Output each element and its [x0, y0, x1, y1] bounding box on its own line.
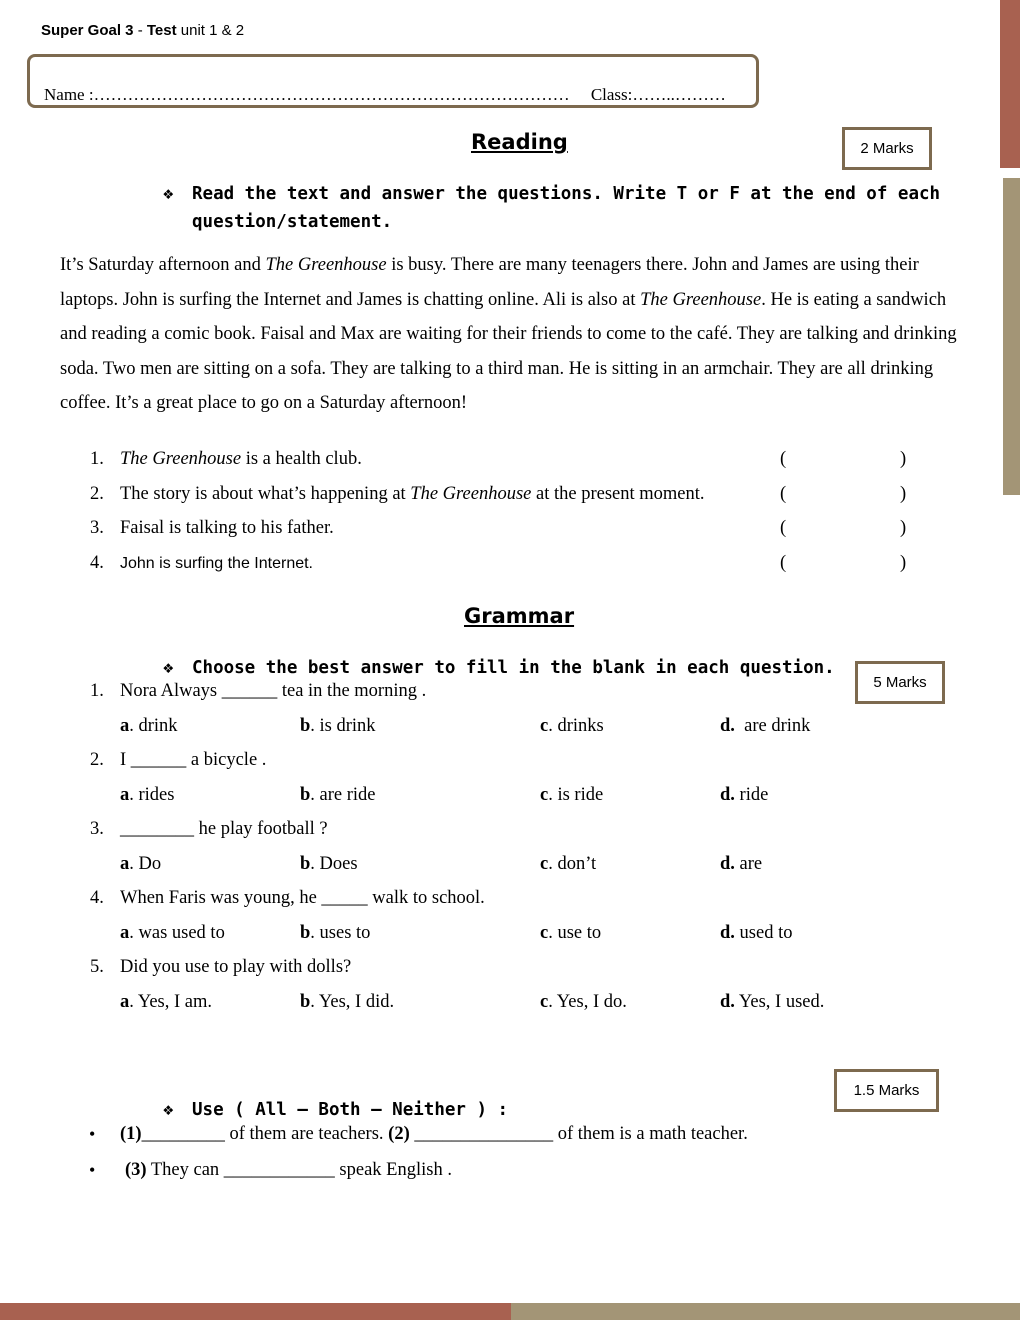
answer-paren-close: ) [900, 449, 907, 469]
decorative-bar-bottom-left [0, 1303, 511, 1320]
answer-paren-open: ( [780, 449, 787, 469]
grammar-instruction: ❖ Choose the best answer to fill in the blank in each question. [163, 654, 835, 682]
option-b[interactable]: b. uses to [300, 923, 371, 943]
quantifier-item-1: (1)_________ of them are teachers. (2) _______________ of them is a math teacher. [120, 1124, 748, 1144]
option-a[interactable]: a. Do [120, 854, 162, 874]
option-c[interactable]: c. use to [540, 923, 602, 943]
decorative-bar-right-top [1000, 0, 1020, 168]
diamond-bullet-icon: ❖ [163, 1100, 174, 1120]
reading-instruction [163, 180, 953, 236]
reading-marks-badge: 2 Marks [842, 127, 932, 170]
list-bullet-icon: • [89, 1124, 96, 1144]
name-class-field[interactable]: Name :………………………………………………………………………… Class:……..……… [44, 85, 726, 104]
option-b[interactable]: b. Does [300, 854, 358, 874]
answer-paren-close: ) [900, 553, 907, 573]
option-d[interactable]: d. are [720, 854, 763, 874]
reading-title: Reading [471, 130, 568, 154]
quantifier-item-2: (3) They can ____________ speak English . [125, 1160, 452, 1180]
decorative-bar-bottom-right [511, 1303, 1020, 1320]
answer-paren-open: ( [780, 553, 787, 573]
option-d[interactable]: d. Yes, I used. [720, 992, 825, 1012]
reading-instruction-line1: Read the text and answer the questions. Write T or F at the end of each [192, 184, 941, 204]
list-bullet-icon: • [89, 1160, 96, 1180]
worksheet-header: Super Goal 3 - Test unit 1 & 2 [41, 22, 245, 39]
option-d[interactable]: d. used to [720, 923, 793, 943]
option-b[interactable]: b. Yes, I did. [300, 992, 395, 1012]
answer-paren-close: ) [900, 484, 907, 504]
option-c[interactable]: c. is ride [540, 785, 604, 805]
answer-paren-close: ) [900, 518, 907, 538]
option-d[interactable]: d. are drink [720, 716, 811, 736]
option-d[interactable]: d. ride [720, 785, 769, 805]
reading-instruction-line2: question/statement. [192, 212, 393, 232]
answer-paren-open: ( [780, 484, 787, 504]
grammar-title: Grammar [464, 604, 575, 628]
reading-passage: It’s Saturday afternoon and The Greenhouse is busy. There are many teenagers there. John and James are using their laptops. John is surfing the Internet and James is chatting online. Ali is also at The Greenhouse. He is eating a sandwich and reading a comic book. Faisal and Max are waiting for their friends to come to the café. They are talking and drinking soda. Two men are sitting on a sofa. They are talking to a third man. He is sitting in an armchair. They are all drinking coffee. It’s a great place to go on a Saturday afternoon! [60, 255, 957, 413]
option-c[interactable]: c. don’t [540, 854, 597, 874]
diamond-bullet-icon: ❖ [163, 184, 174, 204]
quantifiers-instruction: ❖ Use ( All – Both – Neither ) : [163, 1096, 508, 1124]
option-a[interactable]: a. was used to [120, 923, 225, 943]
option-c[interactable]: c. Yes, I do. [540, 992, 627, 1012]
grammar-marks-badge: 5 Marks [855, 661, 945, 704]
option-a[interactable]: a. rides [120, 785, 175, 805]
diamond-bullet-icon: ❖ [163, 658, 174, 678]
option-a[interactable]: a. Yes, I am. [120, 992, 212, 1012]
answer-paren-open: ( [780, 518, 787, 538]
option-a[interactable]: a. drink [120, 716, 178, 736]
decorative-bar-right-mid [1003, 178, 1020, 495]
quantifiers-marks-badge: 1.5 Marks [834, 1069, 939, 1112]
option-b[interactable]: b. is drink [300, 716, 376, 736]
option-c[interactable]: c. drinks [540, 716, 604, 736]
option-b[interactable]: b. are ride [300, 785, 376, 805]
